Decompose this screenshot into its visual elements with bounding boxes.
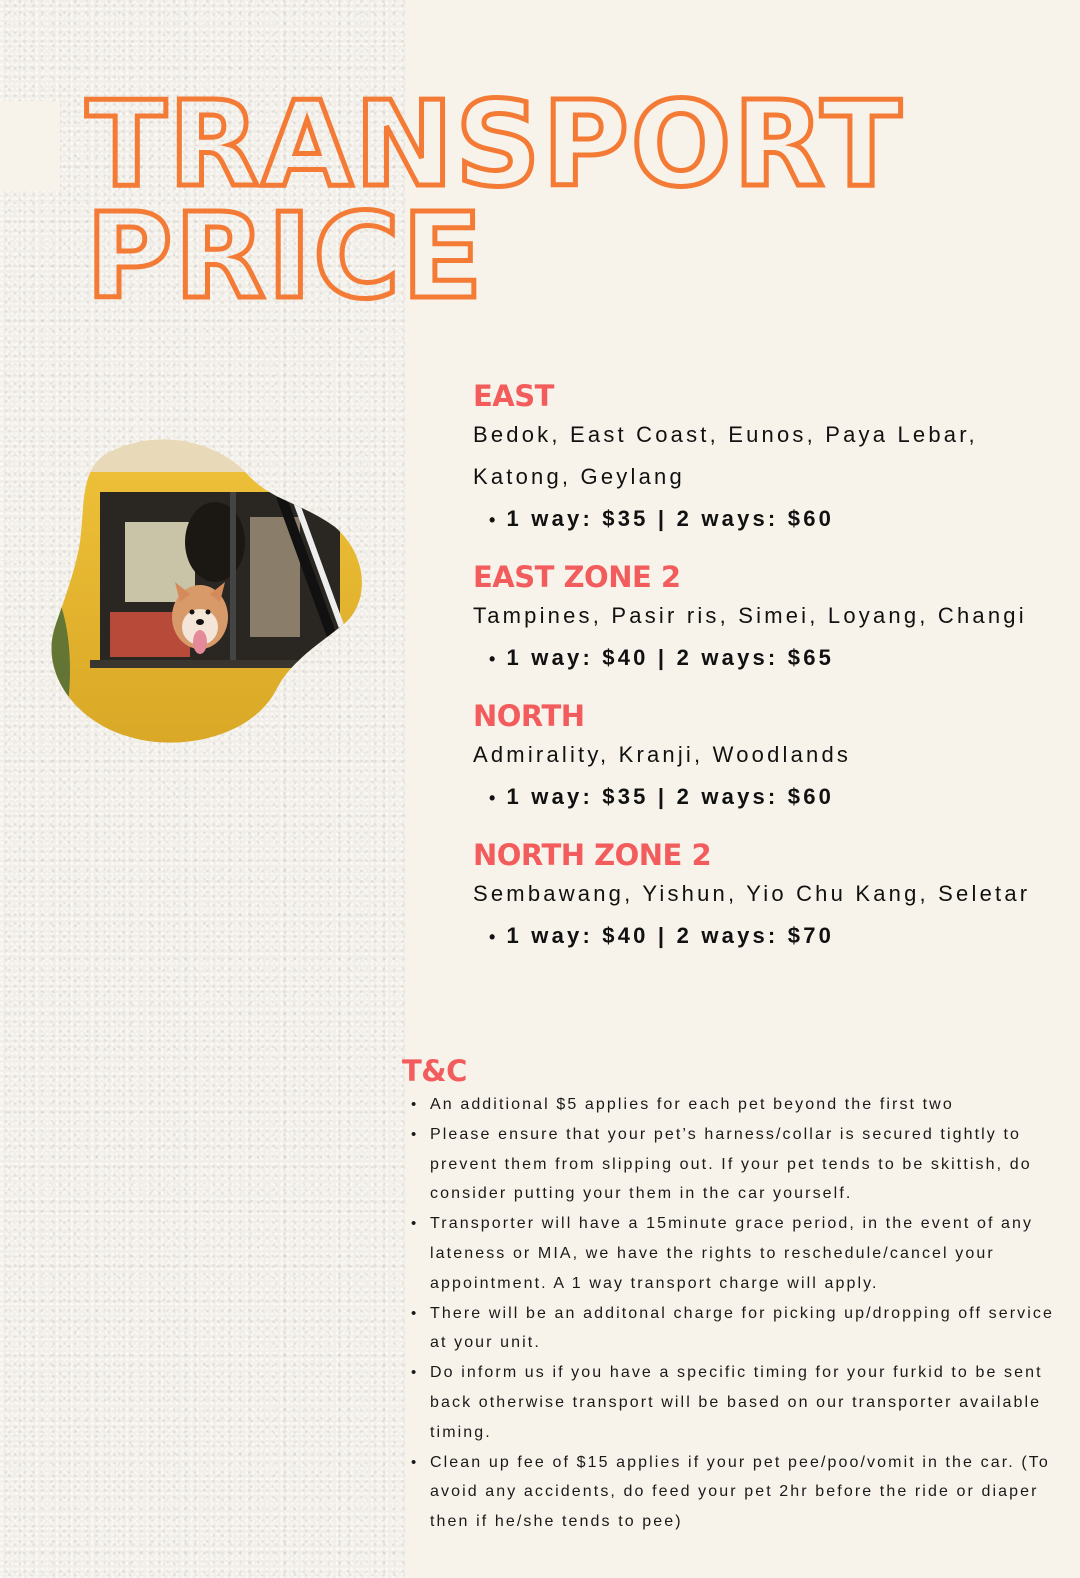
- tc-item: • An additional $5 applies for each pet beyond the first two: [402, 1090, 1067, 1120]
- zone-price: • 1 way: $40 | 2 ways: $70: [473, 915, 1063, 958]
- tc-item: • Please ensure that your pet’s harness/collar is secured tightly to prevent them from slipping out. If your pet tends to be skittish, do consider putting your them in the car yourself.: [402, 1120, 1067, 1209]
- tc-item: • Transporter will have a 15minute grace period, in the event of any lateness or MIA, we have the rights to reschedule/cancel your appointment. A 1 way transport charge will apply.: [402, 1209, 1067, 1298]
- tc-item: • Do inform us if you have a specific timing for your furkid to be sent back otherwise transport will be based on our transporter available timing.: [402, 1358, 1067, 1447]
- zone-areas: Admirality, Kranji, Woodlands: [473, 742, 852, 767]
- zone-price: • 1 way: $35 | 2 ways: $60: [473, 498, 1063, 541]
- page-title: [86, 75, 904, 325]
- tc-list: [402, 1090, 1067, 1537]
- zone-title: EAST ZONE 2: [473, 560, 681, 594]
- zone-north: [473, 698, 1063, 819]
- zone-price: • 1 way: $40 | 2 ways: $65: [473, 637, 1063, 680]
- tc-title: T&C: [402, 1054, 467, 1088]
- tc-item: • There will be an additonal charge for picking up/dropping off service at your unit.: [402, 1299, 1067, 1359]
- zone-east: [473, 378, 1063, 541]
- zone-areas: Tampines, Pasir ris, Simei, Loyang, Changi: [473, 603, 1027, 628]
- zone-title: NORTH ZONE 2: [473, 838, 712, 872]
- zone-title: EAST: [473, 379, 554, 413]
- title-line-1: TRANSPORT: [86, 75, 904, 213]
- zone-north-2: [473, 837, 1063, 958]
- zone-price-list: [473, 378, 1063, 976]
- terms-and-conditions: [402, 1052, 1067, 1537]
- zone-areas: Bedok, East Coast, Eunos, Paya Lebar, Katong, Geylang: [473, 422, 978, 489]
- zone-title: NORTH: [473, 699, 585, 733]
- decorative-block: [0, 101, 60, 191]
- title-line-2: PRICE: [86, 187, 485, 325]
- zone-price: • 1 way: $35 | 2 ways: $60: [473, 776, 1063, 819]
- dog-in-car-image: [50, 432, 368, 746]
- zone-east-2: [473, 559, 1063, 680]
- tc-item: • Clean up fee of $15 applies if your pet pee/poo/vomit in the car. (To avoid any accidents, do feed your pet 2hr before the ride or diaper then if he/she tends to pee): [402, 1448, 1067, 1537]
- zone-areas: Sembawang, Yishun, Yio Chu Kang, Seletar: [473, 881, 1031, 906]
